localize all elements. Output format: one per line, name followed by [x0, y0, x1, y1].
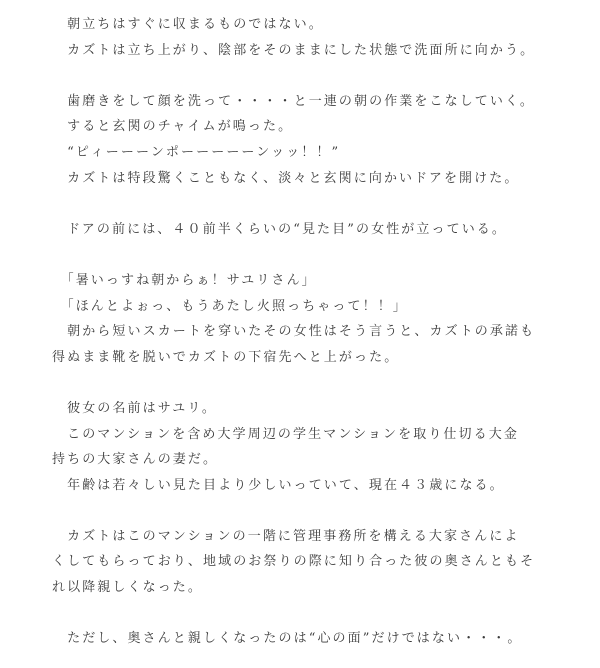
- text-line: カズトはこのマンションの一階に管理事務所を構える大家さんによ: [52, 528, 520, 544]
- text-line: ドアの前には、４０前半くらいの“見た目”の女性が立っている。: [52, 221, 508, 237]
- text-line: 年齢は若々しい見た目より少しいっていて、現在４３歳になる。: [52, 477, 505, 493]
- text-line: 朝から短いスカートを穿いたその女性はそう言うと、カズトの承諾も: [52, 324, 536, 340]
- text-line: 朝立ちはすぐに収まるものではない。: [52, 17, 324, 32]
- text-line: “ピィーーーンポーーーーーンッッ！！”: [52, 144, 341, 160]
- blank-line: [52, 370, 552, 396]
- text-line: このマンションを含め大学周辺の学生マンションを取り仕切る大金: [52, 426, 519, 442]
- text-line: 彼女の名前はサユリ。: [52, 400, 217, 416]
- dialogue-line: 「暑いっすね朝からぁ！サユリさん」: [52, 272, 317, 288]
- text-line: 持ちの大家さんの妻だ。: [52, 452, 219, 468]
- text-line: カズトは立ち上がり、陰部をそのままにした状態で洗面所に向かう。: [52, 42, 536, 58]
- blank-line: [52, 63, 552, 89]
- blank-line: [52, 242, 552, 268]
- text-line: くしてもらっており、地域のお祭りの際に知り合った彼の奥さんともそ: [52, 554, 536, 570]
- document-page: [52, 12, 552, 652]
- text-line: すると玄関のチャイムが鳴った。: [52, 119, 294, 135]
- dialogue-line: 「ほんとよぉっ、もうあたし火照っちゃって！！」: [52, 298, 408, 314]
- text-line: ただし、奥さんと親しくなったのは“心の面”だけではない・・・。: [52, 631, 523, 647]
- blank-line: [52, 601, 552, 627]
- blank-line: [52, 498, 552, 524]
- text-line: カズトは特段驚くこともなく、淡々と玄関に向かいドアを開けた。: [52, 170, 520, 186]
- text-line: 歯磨きをして顔を洗って・・・・と一連の朝の作業をこなしていく。: [52, 93, 535, 109]
- text-line: 得ぬまま靴を脱いでカズトの下宿先へと上がった。: [52, 349, 400, 365]
- blank-line: [52, 191, 552, 217]
- text-line: れ以降親しくなった。: [52, 580, 204, 596]
